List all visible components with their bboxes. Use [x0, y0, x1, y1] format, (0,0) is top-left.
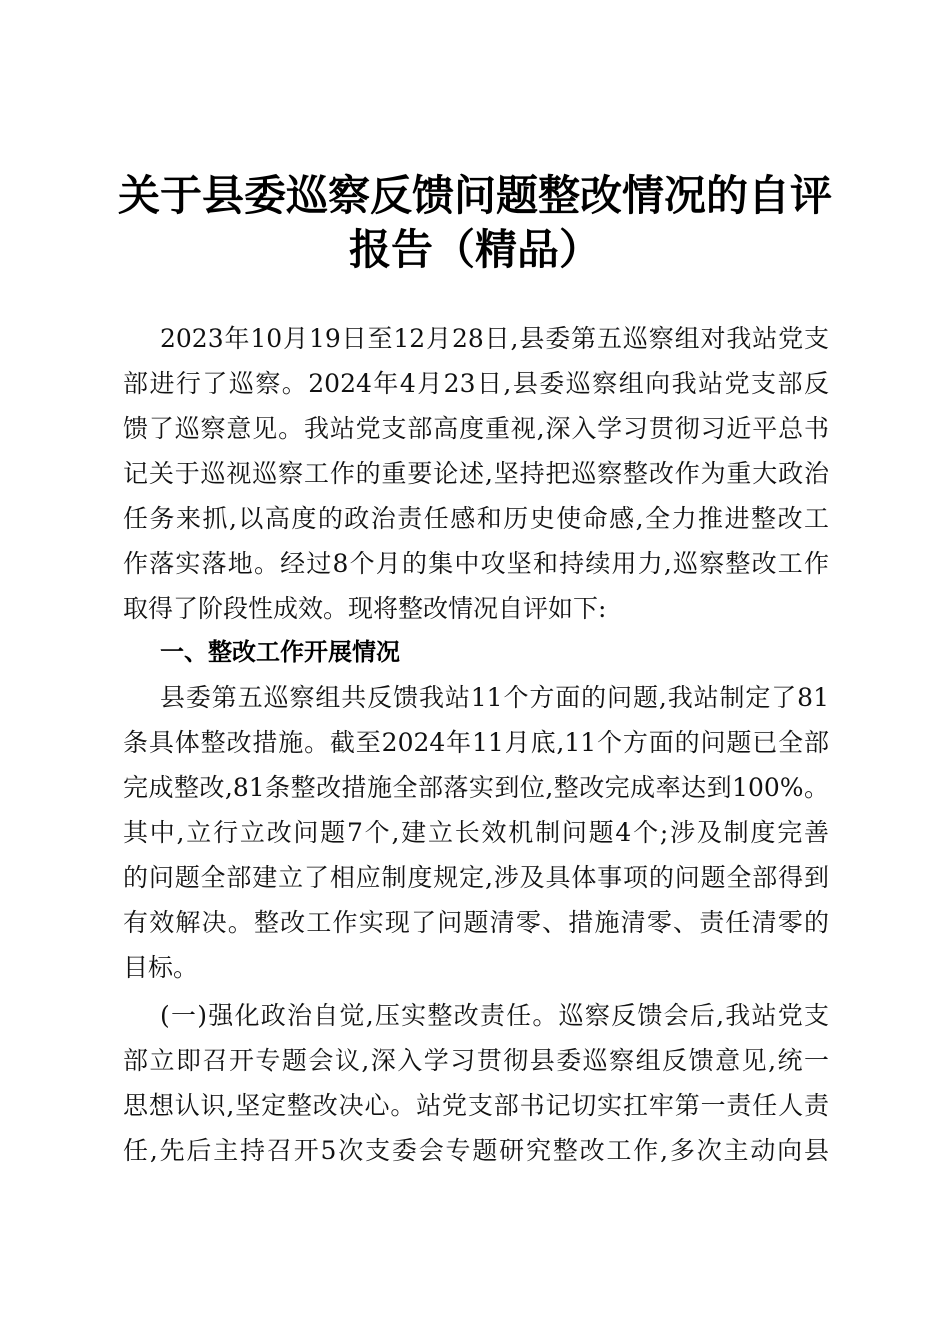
paragraph-2-line: 条具体整改措施。截至2024年11月底,11个方面的问题已全部: [123, 728, 829, 757]
paragraph-1-line: 2023年10月19日至12月28日,县委第五巡察组对我站党支: [160, 324, 829, 353]
paragraph-3-line: (一)强化政治自觉,压实整改责任。巡察反馈会后,我站党支: [160, 1001, 829, 1030]
paragraph-2-line: 有效解决。整改工作实现了问题清零、措施清零、责任清零的: [123, 908, 829, 937]
section-heading-1: 一、整改工作开展情况: [160, 638, 400, 666]
paragraph-1-line: 记关于巡视巡察工作的重要论述,坚持把巡察整改作为重大政治: [123, 459, 829, 488]
paragraph-2-line: 其中,立行立改问题7个,建立长效机制问题4个;涉及制度完善: [123, 818, 829, 847]
paragraph-1-line: 馈了巡察意见。我站党支部高度重视,深入学习贯彻习近平总书: [123, 414, 829, 443]
paragraph-3-line: 部立即召开专题会议,深入学习贯彻县委巡察组反馈意见,统一: [123, 1046, 829, 1075]
paragraph-2-line: 的问题全部建立了相应制度规定,涉及具体事项的问题全部得到: [123, 863, 829, 892]
paragraph-2-line: 目标。: [123, 953, 199, 982]
document-title-line-1: 关于县委巡察反馈问题整改情况的自评: [117, 171, 832, 220]
paragraph-1-line: 作落实落地。经过8个月的集中攻坚和持续用力,巡察整改工作: [123, 549, 829, 578]
paragraph-1-line: 取得了阶段性成效。现将整改情况自评如下:: [123, 594, 607, 623]
paragraph-3-line: 任,先后主持召开5次支委会专题研究整改工作,多次主动向县: [123, 1136, 829, 1165]
paragraph-1-line: 部进行了巡察。2024年4月23日,县委巡察组向我站党支部反: [123, 369, 829, 398]
paragraph-2-line: 县委第五巡察组共反馈我站11个方面的问题,我站制定了81: [160, 683, 829, 712]
paragraph-3-line: 思想认识,坚定整改决心。站党支部书记切实扛牢第一责任人责: [123, 1091, 829, 1120]
paragraph-2-line: 完成整改,81条整改措施全部落实到位,整改完成率达到100%。: [123, 773, 829, 802]
paragraph-1-line: 任务来抓,以高度的政治责任感和历史使命感,全力推进整改工: [123, 504, 829, 533]
document-title-line-2: 报告（精品）: [348, 225, 601, 274]
